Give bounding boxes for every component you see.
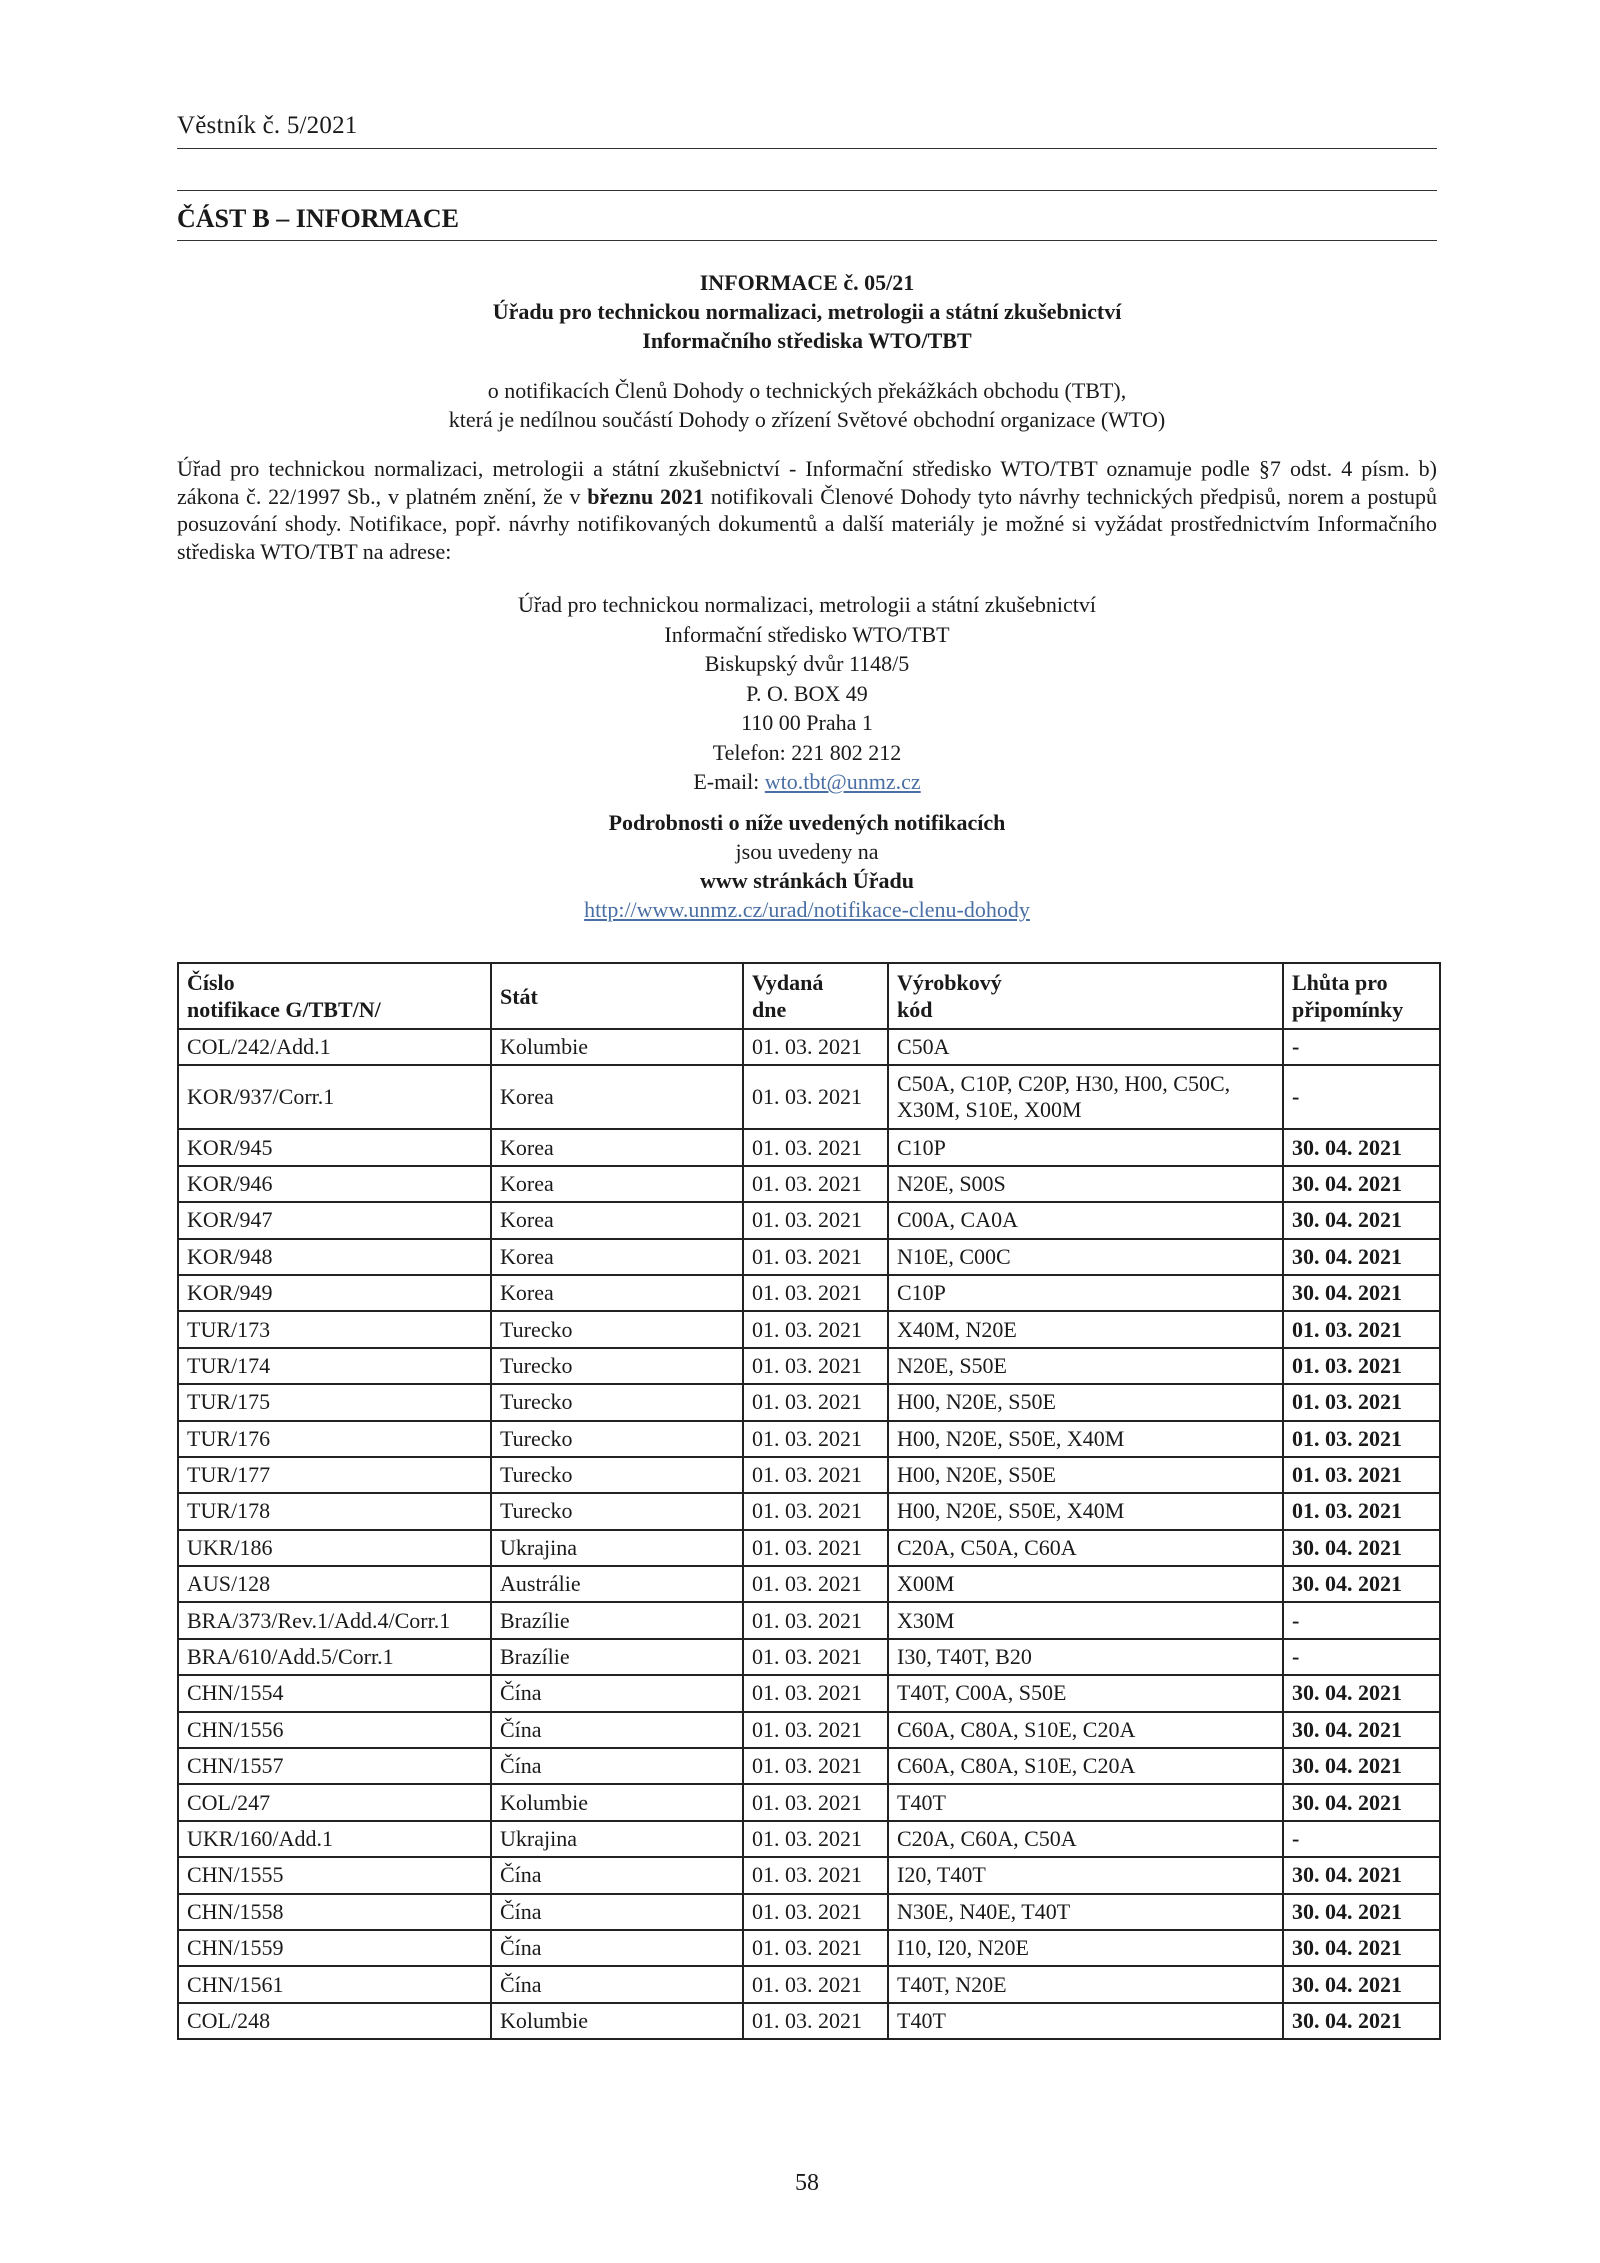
cell-cislo: CHN/1555 [178,1857,491,1893]
intro-month: březnu 2021 [587,483,705,509]
cell-lhuta: 30. 04. 2021 [1283,2003,1440,2039]
cell-lhuta: 30. 04. 2021 [1283,1857,1440,1893]
cell-lhuta: - [1283,1639,1440,1675]
table-row [178,1821,1440,1857]
cell-dne: 01. 03. 2021 [743,1784,888,1820]
cell-lhuta: 30. 04. 2021 [1283,1930,1440,1966]
cell-stat: Čína [491,1966,743,2002]
cell-stat: Kolumbie [491,1029,743,1065]
cell-kod: I30, T40T, B20 [888,1639,1283,1675]
table-row [178,1275,1440,1311]
cell-stat: Čína [491,1857,743,1893]
cell-kod: H00, N20E, S50E, X40M [888,1421,1283,1457]
cell-stat: Turecko [491,1421,743,1457]
cell-dne: 01. 03. 2021 [743,1029,888,1065]
cell-cislo: BRA/373/Rev.1/Add.4/Corr.1 [178,1602,491,1638]
cell-kod: H00, N20E, S50E [888,1457,1283,1493]
email-link[interactable]: wto.tbt@unmz.cz [764,769,921,794]
cell-kod: T40T [888,1784,1283,1820]
table-row [178,1493,1440,1529]
cell-cislo: COL/242/Add.1 [178,1029,491,1065]
cell-kod: T40T [888,2003,1283,2039]
cell-dne: 01. 03. 2021 [743,1348,888,1384]
cell-dne: 01. 03. 2021 [743,1493,888,1529]
cell-stat: Ukrajina [491,1821,743,1857]
cell-dne: 01. 03. 2021 [743,1275,888,1311]
cell-kod: N10E, C00C [888,1239,1283,1275]
address-city: 110 00 Praha 1 [741,710,873,735]
cell-dne: 01. 03. 2021 [743,1639,888,1675]
cell-dne: 01. 03. 2021 [743,1748,888,1784]
address-email-line [177,767,1437,797]
cell-dne: 01. 03. 2021 [743,2003,888,2039]
cell-kod: N20E, S50E [888,1348,1283,1384]
table-row [178,1129,1440,1165]
table-row [178,1065,1440,1129]
cell-stat: Kolumbie [491,2003,743,2039]
col-header-lhuta: Lhůta pro připomínky [1283,963,1440,1029]
cell-dne: 01. 03. 2021 [743,1239,888,1275]
table-row [178,1602,1440,1638]
cell-lhuta: 01. 03. 2021 [1283,1421,1440,1457]
cell-cislo: TUR/176 [178,1421,491,1457]
cell-dne: 01. 03. 2021 [743,1712,888,1748]
cell-kod: N30E, N40E, T40T [888,1894,1283,1930]
cell-dne: 01. 03. 2021 [743,1457,888,1493]
address-phone: Telefon: 221 802 212 [712,739,902,765]
cell-dne: 01. 03. 2021 [743,1421,888,1457]
info-header [177,268,1437,355]
table-row [178,1421,1440,1457]
cell-lhuta: 30. 04. 2021 [1283,1239,1440,1275]
notifications-table [177,962,1441,2040]
address-block [177,590,1437,797]
cell-stat: Čína [491,1748,743,1784]
cell-lhuta: 30. 04. 2021 [1283,1166,1440,1202]
cell-stat: Turecko [491,1348,743,1384]
cell-stat: Ukrajina [491,1530,743,1566]
cell-cislo: COL/248 [178,2003,491,2039]
cell-dne: 01. 03. 2021 [743,1065,888,1129]
cell-cislo: KOR/949 [178,1275,491,1311]
cell-cislo: UKR/186 [178,1530,491,1566]
cell-stat: Korea [491,1065,743,1129]
cell-dne: 01. 03. 2021 [743,1384,888,1420]
cell-lhuta: - [1283,1821,1440,1857]
cell-kod: C20A, C50A, C60A [888,1530,1283,1566]
cell-stat: Čína [491,1712,743,1748]
cell-lhuta: 30. 04. 2021 [1283,1966,1440,2002]
cell-stat: Turecko [491,1311,743,1347]
cell-cislo: KOR/945 [178,1129,491,1165]
cell-kod: C50A, C10P, C20P, H30, H00, C50C, X30M, S10E, X00M [888,1065,1283,1129]
intro-text-1: Úřad pro technickou normalizaci, metrologii a státní zkušebnictví - Informační středisko WTO/TBT oznamuje podle §7 odst. 4 písm. b) zákona č. 22/1997 Sb., v platném znění, že v [177,456,1437,509]
cell-dne: 01. 03. 2021 [743,1675,888,1711]
subtitle-line-1: o notifikacích Členů Dohody o technických překážkách obchodu (TBT), [487,378,1127,403]
info-header-office: Úřadu pro technickou normalizaci, metrologii a státní zkušebnictví [492,299,1122,324]
col-header-vydana: Vydaná dne [743,963,888,1029]
cell-stat: Turecko [491,1457,743,1493]
cell-lhuta: 01. 03. 2021 [1283,1493,1440,1529]
cell-lhuta: 30. 04. 2021 [1283,1275,1440,1311]
table-row [178,1894,1440,1930]
cell-lhuta: 30. 04. 2021 [1283,1748,1440,1784]
cell-cislo: TUR/177 [178,1457,491,1493]
cell-lhuta: 30. 04. 2021 [1283,1530,1440,1566]
table-row [178,1857,1440,1893]
running-head: Věstník č. 5/2021 [177,112,358,139]
cell-lhuta: 30. 04. 2021 [1283,1894,1440,1930]
cell-kod: I20, T40T [888,1857,1283,1893]
table-row [178,2003,1440,2039]
header-rule [177,148,1437,149]
cell-cislo: KOR/948 [178,1239,491,1275]
address-center: Informační středisko WTO/TBT [664,621,950,647]
cell-cislo: CHN/1554 [178,1675,491,1711]
table-row [178,1166,1440,1202]
cell-stat: Turecko [491,1493,743,1529]
cell-cislo: TUR/174 [178,1348,491,1384]
cell-cislo: AUS/128 [178,1566,491,1602]
cell-kod: C00A, CA0A [888,1202,1283,1238]
cell-stat: Korea [491,1275,743,1311]
address-office: Úřad pro technickou normalizaci, metrologii a státní zkušebnictví [518,592,1096,617]
section-rule-top [177,190,1437,191]
cell-kod: C50A [888,1029,1283,1065]
cell-dne: 01. 03. 2021 [743,1821,888,1857]
cell-lhuta: - [1283,1029,1440,1065]
table-row [178,1239,1440,1275]
cell-kod: C20A, C60A, C50A [888,1821,1283,1857]
cell-kod: C10P [888,1275,1283,1311]
table-row [178,1784,1440,1820]
cell-stat: Čína [491,1930,743,1966]
cell-cislo: KOR/937/Corr.1 [178,1065,491,1129]
cell-dne: 01. 03. 2021 [743,1166,888,1202]
cell-cislo: TUR/178 [178,1493,491,1529]
cell-stat: Korea [491,1239,743,1275]
col-header-stat: Stát [491,963,743,1029]
cell-dne: 01. 03. 2021 [743,1566,888,1602]
cell-cislo: TUR/173 [178,1311,491,1347]
email-label: E-mail: [693,769,765,794]
cell-cislo: KOR/947 [178,1202,491,1238]
subtitle [177,376,1437,434]
cell-cislo: UKR/160/Add.1 [178,1821,491,1857]
table-body [178,1029,1440,2039]
cell-dne: 01. 03. 2021 [743,1894,888,1930]
table-row [178,1712,1440,1748]
cell-lhuta: 30. 04. 2021 [1283,1675,1440,1711]
cell-lhuta: 30. 04. 2021 [1283,1202,1440,1238]
cell-dne: 01. 03. 2021 [743,1311,888,1347]
cell-dne: 01. 03. 2021 [743,1129,888,1165]
cell-kod: N20E, S00S [888,1166,1283,1202]
cell-kod: H00, N20E, S50E [888,1384,1283,1420]
details-line-1: Podrobnosti o níže uvedených notifikacích [608,810,1006,835]
cell-lhuta: 30. 04. 2021 [1283,1129,1440,1165]
cell-cislo: CHN/1559 [178,1930,491,1966]
section-title: ČÁST B – INFORMACE [177,204,459,233]
cell-kod: I10, I20, N20E [888,1930,1283,1966]
cell-stat: Korea [491,1129,743,1165]
cell-kod: H00, N20E, S50E, X40M [888,1493,1283,1529]
cell-cislo: COL/247 [178,1784,491,1820]
intro-text-2: notifikovali Členové Dohody tyto návrhy technických předpisů, norem a postupů posuzování shody. Notifikace, popř. návrhy notifikovaných dokumentů a další materiály je možné si vyžádat prostřednictvím Informačního střediska WTO/TBT na adrese: [177,483,1437,564]
cell-cislo: CHN/1561 [178,1966,491,2002]
cell-kod: X40M, N20E [888,1311,1283,1347]
cell-lhuta: 01. 03. 2021 [1283,1348,1440,1384]
cell-stat: Korea [491,1166,743,1202]
cell-lhuta: 30. 04. 2021 [1283,1712,1440,1748]
cell-stat: Čína [491,1675,743,1711]
cell-cislo: KOR/946 [178,1166,491,1202]
table-header-row [178,963,1440,1029]
cell-cislo: CHN/1557 [178,1748,491,1784]
cell-stat: Brazílie [491,1639,743,1675]
page-number: 58 [795,2170,819,2196]
cell-kod: T40T, C00A, S50E [888,1675,1283,1711]
cell-dne: 01. 03. 2021 [743,1857,888,1893]
cell-kod: T40T, N20E [888,1966,1283,2002]
cell-stat: Korea [491,1202,743,1238]
cell-stat: Austrálie [491,1566,743,1602]
cell-cislo: TUR/175 [178,1384,491,1420]
cell-stat: Čína [491,1894,743,1930]
table-row [178,1311,1440,1347]
details-line-2: jsou uvedeny na [735,839,879,864]
cell-lhuta: 30. 04. 2021 [1283,1784,1440,1820]
table-row [178,1930,1440,1966]
cell-dne: 01. 03. 2021 [743,1966,888,2002]
cell-kod: C10P [888,1129,1283,1165]
table-row [178,1384,1440,1420]
details-line-3: www stránkách Úřadu [700,868,914,893]
cell-lhuta: 01. 03. 2021 [1283,1457,1440,1493]
table-row [178,1530,1440,1566]
cell-kod: C60A, C80A, S10E, C20A [888,1748,1283,1784]
cell-lhuta: 01. 03. 2021 [1283,1311,1440,1347]
col-header-kod: Výrobkový kód [888,963,1283,1029]
cell-dne: 01. 03. 2021 [743,1602,888,1638]
cell-lhuta: 01. 03. 2021 [1283,1384,1440,1420]
cell-stat: Kolumbie [491,1784,743,1820]
cell-dne: 01. 03. 2021 [743,1930,888,1966]
details-block [177,808,1437,924]
cell-lhuta: 30. 04. 2021 [1283,1566,1440,1602]
col-header-cislo: Číslo notifikace G/TBT/N/ [178,963,491,1029]
section-rule-bottom [177,240,1437,241]
subtitle-line-2: která je nedílnou součástí Dohody o zřízení Světové obchodní organizace (WTO) [448,407,1166,432]
table-row [178,1566,1440,1602]
table-row [178,1966,1440,2002]
table-row [178,1348,1440,1384]
cell-cislo: CHN/1558 [178,1894,491,1930]
intro-paragraph [177,455,1437,565]
table-row [178,1639,1440,1675]
cell-kod: X00M [888,1566,1283,1602]
cell-dne: 01. 03. 2021 [743,1202,888,1238]
address-street: Biskupský dvůr 1148/5 [704,651,910,676]
table-row [178,1748,1440,1784]
address-pobox: P. O. BOX 49 [746,680,868,706]
cell-kod: C60A, C80A, S10E, C20A [888,1712,1283,1748]
table-row [178,1202,1440,1238]
cell-lhuta: - [1283,1602,1440,1638]
info-header-number: INFORMACE č. 05/21 [699,270,915,295]
info-header-center: Informačního střediska WTO/TBT [642,328,972,353]
cell-stat: Brazílie [491,1602,743,1638]
details-url-link[interactable]: http://www.unmz.cz/urad/notifikace-clenu-dohody [584,897,1030,922]
cell-cislo: BRA/610/Add.5/Corr.1 [178,1639,491,1675]
cell-dne: 01. 03. 2021 [743,1530,888,1566]
cell-cislo: CHN/1556 [178,1712,491,1748]
table-row [178,1457,1440,1493]
table-row [178,1029,1440,1065]
table-row [178,1675,1440,1711]
cell-kod: X30M [888,1602,1283,1638]
cell-lhuta: - [1283,1065,1440,1129]
cell-stat: Turecko [491,1384,743,1420]
